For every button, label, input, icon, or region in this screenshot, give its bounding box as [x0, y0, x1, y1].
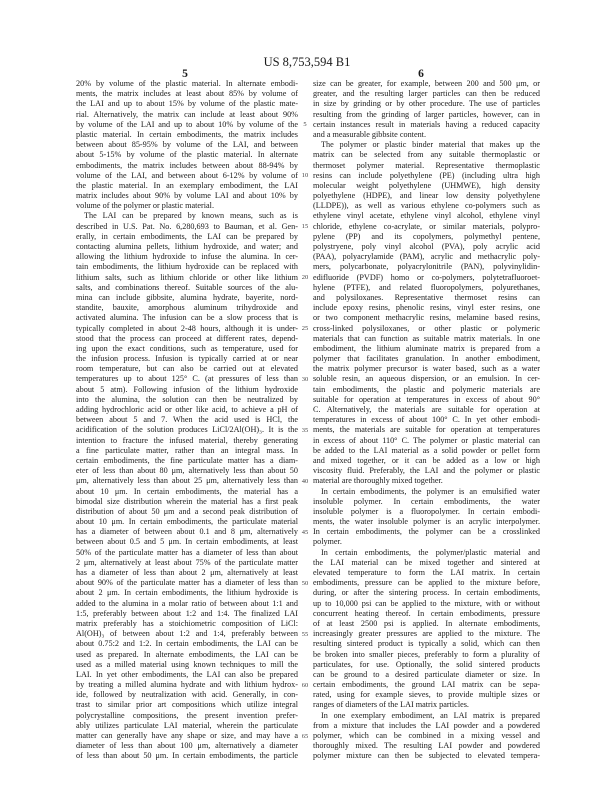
text-line: about 10 μm. In certain embodiments, the material has a: [76, 486, 298, 496]
text-line: by volume of the LAI and up to about 10% by volume of the: [76, 119, 298, 129]
text-line: matrix includes about 90% by volume LAI and about 10% by: [76, 191, 298, 201]
text-line: in size by grinding or by other procedure. The use of particles: [313, 99, 540, 109]
text-line: ably utilizes particulate LAI material, wherein the particulate: [76, 720, 298, 730]
text-line: distribution of about 50 μm and a second peak distribution of: [76, 506, 298, 516]
text-line: be added to the LAI material as a solid powder or pellet form: [313, 445, 540, 455]
text-line: and a measurable gibbsite content.: [313, 129, 426, 139]
text-line: The polymer or plastic binder material that makes up the: [321, 140, 540, 150]
text-line: ments, the matrix includes at least about 85% by volume of: [76, 89, 298, 99]
text-line: hylene (PTFE), and related fluoropolymers, polyurethanes,: [313, 282, 540, 292]
text-line: resulting sintered product is typically a solid, which can then: [313, 639, 540, 649]
right-text-column: [313, 79, 540, 762]
text-line: volume of the LAI, and between about 6-12% by volume of: [76, 170, 298, 180]
text-line: a fine particulate matter, rather than an integral mass. In: [76, 445, 298, 455]
column-number-left: 5: [182, 68, 188, 80]
text-line: 50% of the particulate matter has a diameter of less than about: [76, 547, 298, 557]
text-line: stood that the process can proceed at different rates, depend-: [76, 333, 298, 343]
text-line: In certain embodiments, the polymer can be a crosslinked: [313, 527, 540, 537]
text-line: embodiment, the lithium aluminate matrix is prepared from a: [313, 343, 540, 353]
text-line: about 90% of the particulate matter has a diameter of less than: [76, 578, 298, 588]
text-line: by treating a milled alumina hydrate and with lithium hydrox-: [76, 680, 298, 690]
text-line: salts, and combinations thereof. Suitable sources of the alu-: [76, 282, 298, 292]
text-line: concurrent heating thereof. In certain embodiments, pressure: [313, 608, 540, 618]
text-line: embodiments, the matrix includes between about 88-94% by: [76, 160, 298, 170]
text-line: bimodal size distribution wherein the material has a first peak: [76, 496, 298, 506]
text-line: LAI. In yet other embodiments, the LAI can also be prepared: [76, 669, 298, 679]
text-line: greater, and the resulting larger particles can then be reduced: [313, 89, 540, 99]
patent-number-header: US 8,753,594 B1: [263, 55, 351, 69]
text-line: polystryene, poly vinyl alcohol (PVA), poly acrylic acid: [313, 242, 540, 251]
text-line: matrix can be selected from any suitable thermoplastic or: [313, 150, 540, 160]
text-line: insoluble polymer. In certain embodiments, the water: [313, 496, 540, 506]
text-line: the matrix polymer precursor is water based, such as a water: [313, 364, 540, 374]
text-line: thoroughly mixed. The resulting LAI powder and powdered: [313, 741, 540, 751]
text-line: the plastic material. In an exemplary embodiment, the LAI: [76, 180, 298, 190]
text-line: typically completed in about 2-48 hours, although it is under-: [76, 323, 298, 333]
text-line: be broken into smaller pieces, preferably to form a plurality of: [313, 649, 540, 659]
text-line: of at least 2500 psi is applied. In alternate embodiments,: [313, 618, 540, 628]
text-line: of less than about 50 μm. In certain embodiments, the particle: [76, 751, 298, 761]
text-line: can be ground to a desired particulate diameter or size. In: [313, 669, 540, 679]
text-line: include epoxy resins, phenolic resins, vinyl ester resins, one: [313, 303, 540, 313]
text-line: ranges of diameters of the LAI matrix particles.: [313, 700, 469, 710]
margin-line-number: 55: [301, 630, 309, 638]
text-line: Al(OH)₃ of between about 1:2 and 1:4, preferably between: [76, 629, 298, 639]
text-line: volume of the polymer or plastic material.: [76, 201, 215, 211]
text-line: about 5-15% by volume of the plastic material. In alternate: [76, 150, 298, 160]
left-text-column: [76, 79, 298, 762]
text-line: polymer, which can be combined in a mixing vessel and: [313, 731, 540, 740]
text-line: increasingly greater pressures are applied to the mixture. The: [313, 629, 540, 639]
text-line: polymer that facilitates granulation. In another embodiment,: [313, 354, 540, 364]
text-line: trast to similar prior art compositions which utilize integral: [76, 700, 298, 710]
text-line: polycrystalline compositions, the present invention prefer-: [76, 710, 298, 720]
text-line: molecular weight polyethylene (UHMWE), high density: [313, 180, 540, 190]
text-line: particulates, for use. Optionally, the solid sintered products: [313, 659, 540, 669]
text-line: 1:5, preferably between about 1:2 and 1:4. The finalized LAI: [76, 608, 298, 618]
text-line: In certain embodiments, the polymer/plastic material and: [321, 547, 540, 557]
text-line: chloride, ethylene co-acrylate, or similar materials, polypro-: [313, 221, 540, 231]
text-line: resins can include polyethylene (PE) (including ultra high: [313, 170, 540, 180]
text-line: about 0.75:2 and 1:2. In certain embodiments, the LAI can be: [76, 639, 298, 649]
text-line: tain embodiments, the plastic and polymeric materials are: [313, 384, 540, 394]
text-line: viscosity fluid. Preferably, the LAI and the polymer or plastic: [313, 466, 540, 476]
text-line: contacting alumina pellets, lithium hydroxide, and water; and: [76, 242, 298, 251]
text-line: certain embodiments, the ground LAI matrix can be sepa-: [313, 680, 540, 690]
text-line: the LAI material can be mixed together and sintered at: [313, 557, 540, 567]
text-line: up to 10,000 psi can be applied to the mixture, with or without: [313, 598, 540, 608]
text-line: allowing the lithium hydroxide to infuse the alumina. In cer-: [76, 252, 298, 262]
margin-line-number: 10: [301, 171, 309, 179]
text-line: mina can include gibbsite, alumina hydrate, bayerite, nord-: [76, 292, 298, 302]
text-line: used as prepared. In alternate embodiments, the LAI can be: [76, 649, 298, 659]
text-line: embodiments, pressure can be applied to the mixture before,: [313, 578, 540, 588]
text-line: room temperature, but can also be carried out at elevated: [76, 364, 298, 374]
text-line: ide, followed by neutralization with acid. Generally, in con-: [76, 690, 298, 700]
text-line: eter of less than about 80 μm, alternatively less than about 50: [76, 466, 298, 476]
text-line: suitable for operation at temperatures in excess of about 90°: [313, 394, 540, 404]
text-line: (PAA), polyacrylamide (PAM), acrylic and methacrylic poly-: [313, 252, 540, 262]
text-line: adding hydrochloric acid or other like acid, to achieve a pH of: [76, 405, 298, 414]
text-line: in excess of about 110° C. The polymer or plastic material can: [313, 435, 540, 445]
text-line: edifluoride (PVDF) homo or co-polymers, polytetrafluoroet-: [313, 272, 540, 282]
text-line: polymer mixture can then be subjected to elevated tempera-: [313, 751, 540, 761]
text-line: during, or after the sintering process. In certain embodiments,: [313, 588, 540, 598]
margin-line-number: 15: [301, 222, 309, 230]
text-line: about 5 atm). Following infusion of the lithium hydroxide: [76, 384, 298, 394]
text-line: matter can generally have any shape or size, and may have a: [76, 731, 298, 740]
text-line: and polysiloxanes. Representative thermoset resins can: [313, 292, 540, 302]
margin-line-number: 35: [301, 426, 309, 434]
text-line: ments, the water insoluble polymer is an acrylic interpolymer.: [313, 517, 540, 527]
text-line: soluble resin, an aqueous dispersion, or an emulsion. In cer-: [313, 374, 540, 384]
text-line: intention to fracture the infused material, thereby generating: [76, 435, 298, 445]
text-line: matrix preferably has a stoichiometric composition of LiCl:: [76, 618, 298, 628]
text-line: standite, bauxite, amorphous aluminum trihydroxide and: [76, 303, 298, 313]
text-line: materials that can function as suitable matrix materials. In one: [313, 333, 540, 343]
text-line: erally, in certain embodiments, the LAI can be prepared by: [76, 231, 298, 241]
text-line: ethylene vinyl acetate, ethylene vinyl alcohol, ethylene vinyl: [313, 211, 540, 221]
text-line: material are thoroughly mixed together.: [313, 476, 443, 486]
text-line: The LAI can be prepared by known means, such as is: [84, 211, 298, 221]
text-line: (LLDPE)), as well as various ethylene co-polymers such as: [313, 201, 540, 211]
text-line: cross-linked polysiloxanes, or other plastic or polymeric: [313, 323, 540, 333]
text-line: temperatures up to about 125° C. (at pressures of less than: [76, 374, 298, 384]
text-line: resulting from the grinding of larger particles, however, can in: [313, 109, 540, 119]
text-line: between about 85-95% by volume of the LAI, and between: [76, 140, 298, 150]
text-line: activated alumina. The infusion can be a slow process that is: [76, 313, 298, 323]
text-line: C. Alternatively, the materials are suitable for operation at: [313, 405, 540, 414]
text-line: used as a milled material using known techniques to mill the: [76, 659, 298, 669]
text-line: between about 5 and 7. When the acid used is HCl, the: [76, 415, 298, 425]
text-line: described in U.S. Pat. No. 6,280,693 to Bauman, et al. Gen-: [76, 221, 298, 231]
margin-line-number: 60: [301, 681, 309, 689]
margin-line-number: 25: [301, 324, 309, 332]
text-line: the infusion process. Infusion is typically carried at or near: [76, 354, 298, 364]
text-line: has a diameter of less than about 2 μm, alternatively at least: [76, 568, 298, 577]
text-line: rated, using for example sieves, to provide multiple sizes or: [313, 690, 540, 700]
text-line: 2 μm, alternatively at least about 75% of the particulate matter: [76, 557, 298, 567]
text-line: polyethylene (HDPE), and linear low density polyethylene: [313, 191, 540, 201]
text-line: 20% by volume of the plastic material. In alternate embodi-: [76, 79, 298, 88]
text-line: In one exemplary embodiment, an LAI matrix is prepared: [321, 710, 540, 720]
text-line: or two component methacrylic resins, melamine based resins,: [313, 313, 540, 323]
margin-line-number: 45: [301, 528, 309, 536]
margin-line-number: 65: [301, 732, 309, 740]
text-line: has a diameter of between about 0.1 and 8 μm, alternatively: [76, 527, 298, 537]
text-line: tain embodiments, the lithium hydroxide can be replaced with: [76, 262, 298, 272]
text-line: pylene (PP) and its copolymers, polymethyl pentene,: [313, 231, 540, 241]
text-line: about 2 μm. In certain embodiments, the lithium hydroxide is: [76, 588, 298, 598]
text-line: ing upon the exact conditions, such as temperature, used for: [76, 343, 298, 353]
margin-line-number: 20: [301, 273, 309, 281]
text-line: thermoset polymer material. Representative thermoplastic: [313, 160, 540, 170]
text-line: rial. Alternatively, the matrix can include at least about 90%: [76, 109, 298, 119]
text-line: In certain embodiments, the polymer is an emulsified water: [321, 486, 540, 496]
text-line: and mixed together, or it can be added as a low or high: [313, 455, 540, 465]
text-line: lithium salts, such as lithium chloride or other like lithium: [76, 272, 298, 282]
text-line: diameter of less than about 100 μm, alternatively a diameter: [76, 741, 298, 751]
text-line: between about 0.5 and 5 μm. In certain embodiments, at least: [76, 537, 298, 547]
text-line: polymer.: [313, 537, 342, 547]
text-line: about 10 μm. In certain embodiments, the particulate material: [76, 517, 298, 527]
text-line: certain instances result in materials having a reduced capacity: [313, 119, 540, 129]
text-line: the LAI and up to about 15% by volume of the plastic mate-: [76, 99, 298, 109]
margin-line-number: 30: [301, 375, 309, 383]
text-line: plastic material. In certain embodiments, the matrix includes: [76, 129, 298, 139]
text-line: from a mixture that includes the LAI powder and a powdered: [313, 720, 540, 730]
margin-line-number: 5: [303, 120, 307, 128]
text-line: added to the alumina in a molar ratio of between about 1:1 and: [76, 598, 298, 608]
margin-line-number: 40: [301, 477, 309, 485]
text-line: insoluble polymer is a fluoropolymer. In certain embodi-: [313, 506, 540, 516]
margin-line-number: 50: [301, 579, 309, 587]
text-line: size can be greater, for example, between 200 and 500 μm, or: [313, 79, 540, 88]
text-line: temperatures in excess of about 100° C. In yet other embodi-: [313, 415, 540, 425]
column-number-right: 6: [418, 68, 424, 80]
text-line: into the alumina, the solution can then be neutralized by: [76, 394, 298, 404]
text-line: mers, polycarbonate, polyacrylonitrile (PAN), polyvinylidin-: [313, 262, 540, 272]
text-line: acidification of the solution produces LiCl/2Al(OH)₃. It is the: [76, 425, 298, 435]
text-line: ments, the materials are suitable for operation at temperatures: [313, 425, 540, 435]
text-line: μm, alternatively less than about 25 μm, alternatively less than: [76, 476, 298, 486]
text-line: certain embodiments, the fine particulate matter has a diam-: [76, 455, 298, 465]
text-line: elevated temperature to form the LAI matrix. In certain: [313, 568, 540, 577]
